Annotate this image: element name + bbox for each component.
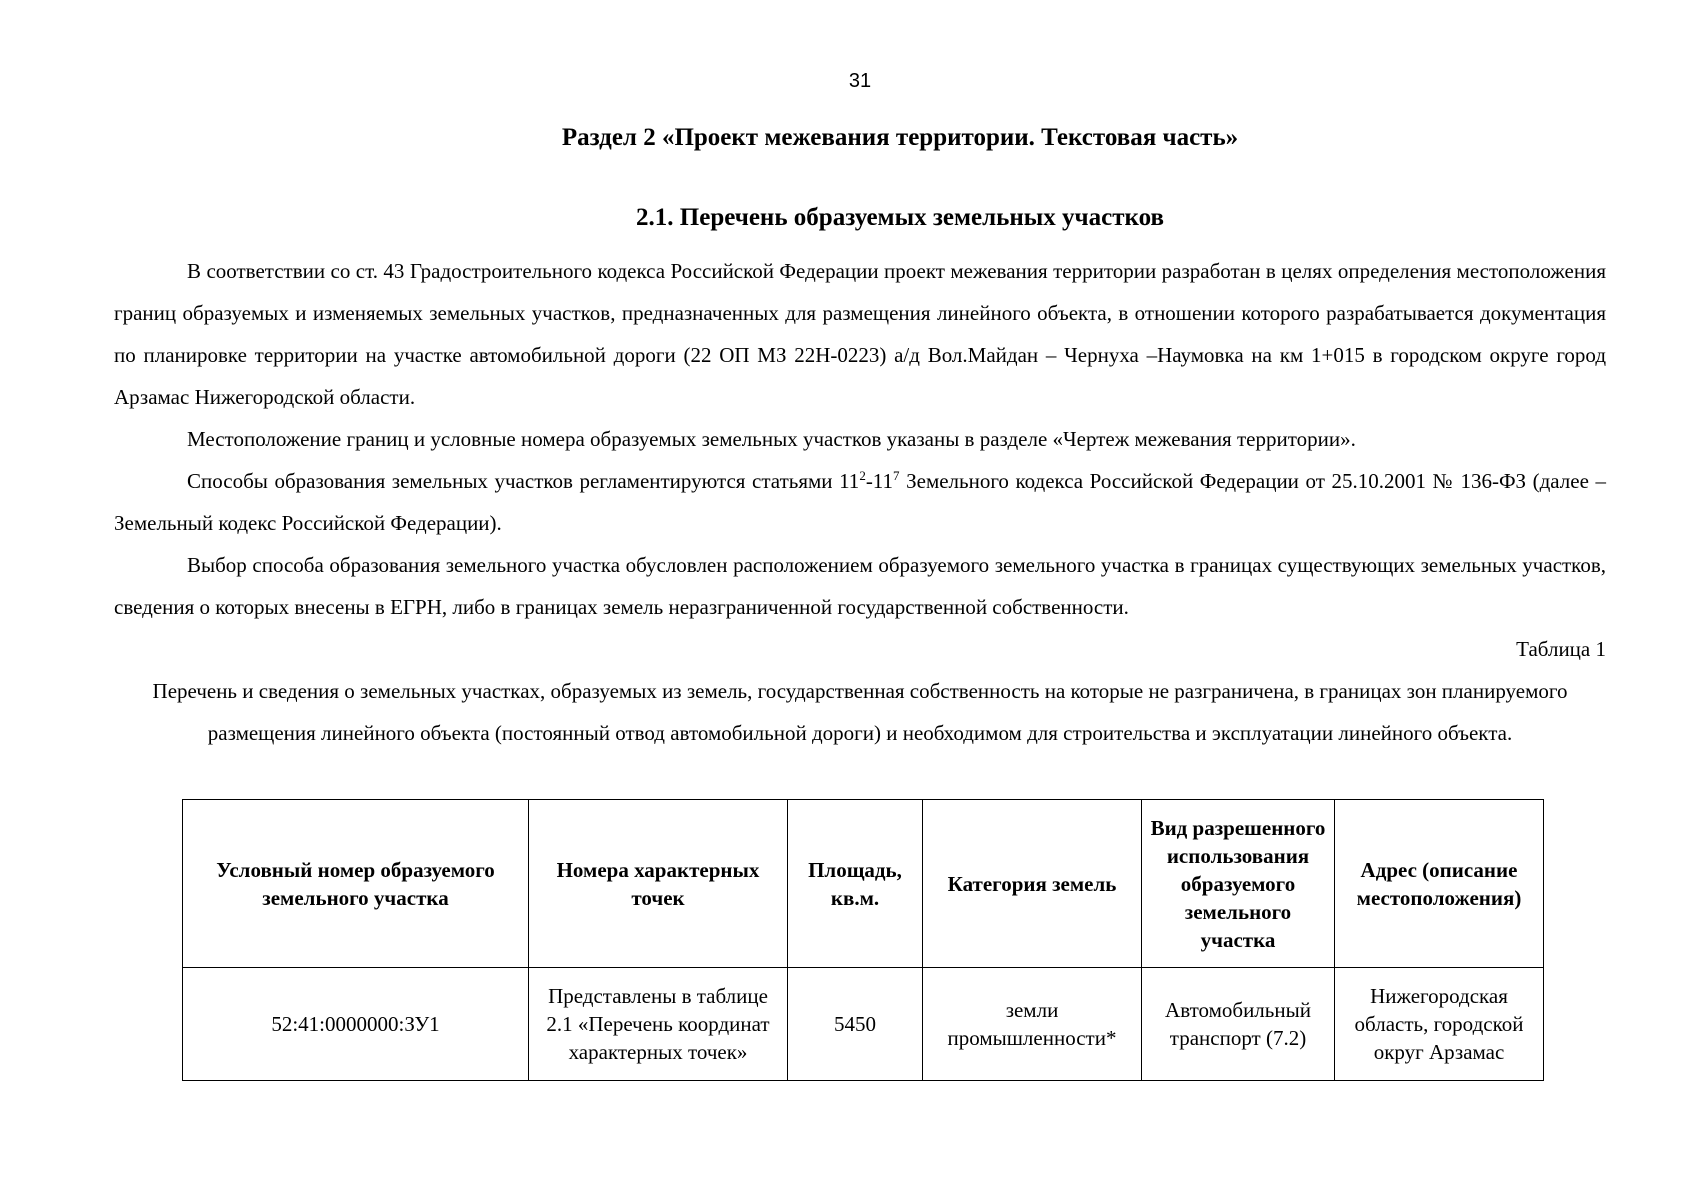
paragraph-3-text-a: Способы образования земельных участков регламентируются статьями 11: [187, 469, 860, 493]
parcels-table: [182, 799, 1544, 1081]
body-text: [114, 250, 1606, 754]
superscript-1: 2: [859, 468, 866, 483]
table-label: Таблица 1: [1516, 637, 1606, 661]
cell-address: Нижегородская область, городской округ Арзамас: [1335, 968, 1544, 1081]
paragraph-3-text-c: Земельного кодекса Российской Федерации от 25.10.2001 № 136-ФЗ (далее – Земельный кодекс Российской Федерации).: [114, 469, 1606, 535]
paragraph-4: Выбор способа образования земельного участка обусловлен расположением образуемого земельного участка в границах существующих земельных участков, сведения о которых внесены в ЕГРН, либо в границах земель неразграниченной государственной собственности.: [114, 553, 1606, 619]
table-caption: Перечень и сведения о земельных участках, образуемых из земель, государственная собственность на которые не разграничена, в границах зон планируемого размещения линейного объекта (постоянный отвод автомобильной дороги) и необходимом для строительства и эксплуатации линейного объекта.: [152, 679, 1568, 745]
header-area: Площадь, кв.м.: [788, 800, 923, 968]
paragraph-1: В соответствии со ст. 43 Градостроительного кодекса Российской Федерации проект межевания территории разработан в целях определения местоположения границ образуемых и изменяемых земельных участков, предназначенных для размещения линейного объекта, в отношении которого разрабатывается документация по планировке территории на участке автомобильной дороги (22 ОП МЗ 22Н-0223) а/д Вол.Майдан – Чернуха –Наумовка на км 1+015 в городском округе город Арзамас Нижегородской области.: [114, 259, 1606, 409]
paragraph-3-text-b: -11: [865, 469, 894, 493]
cell-permitted-use: Автомобильный транспорт (7.2): [1142, 968, 1335, 1081]
header-permitted-use: Вид разрешенного использования образуемого земельного участка: [1142, 800, 1335, 968]
cell-land-category: земли промышленности*: [923, 968, 1142, 1081]
header-address: Адрес (описание местоположения): [1335, 800, 1544, 968]
cell-parcel-number: 52:41:0000000:ЗУ1: [183, 968, 529, 1081]
page-number: 31: [848, 70, 872, 92]
paragraph-3: [114, 460, 1606, 544]
header-parcel-number: Условный номер образуемого земельного участка: [183, 800, 529, 968]
paragraph-2: Местоположение границ и условные номера образуемых земельных участков указаны в разделе «Чертеж межевания территории».: [187, 427, 1356, 451]
header-points: Номера характерных точек: [529, 800, 788, 968]
table-header-row: [183, 800, 1544, 968]
section-title: Раздел 2 «Проект межевания территории. Текстовая часть»: [561, 124, 1239, 151]
cell-points: Представлены в таблице 2.1 «Перечень координат характерных точек»: [529, 968, 788, 1081]
superscript-2: 7: [893, 468, 900, 483]
table-row: [183, 968, 1544, 1081]
header-land-category: Категория земель: [923, 800, 1142, 968]
subsection-title: 2.1. Перечень образуемых земельных участков: [636, 204, 1164, 231]
cell-area: 5450: [788, 968, 923, 1081]
